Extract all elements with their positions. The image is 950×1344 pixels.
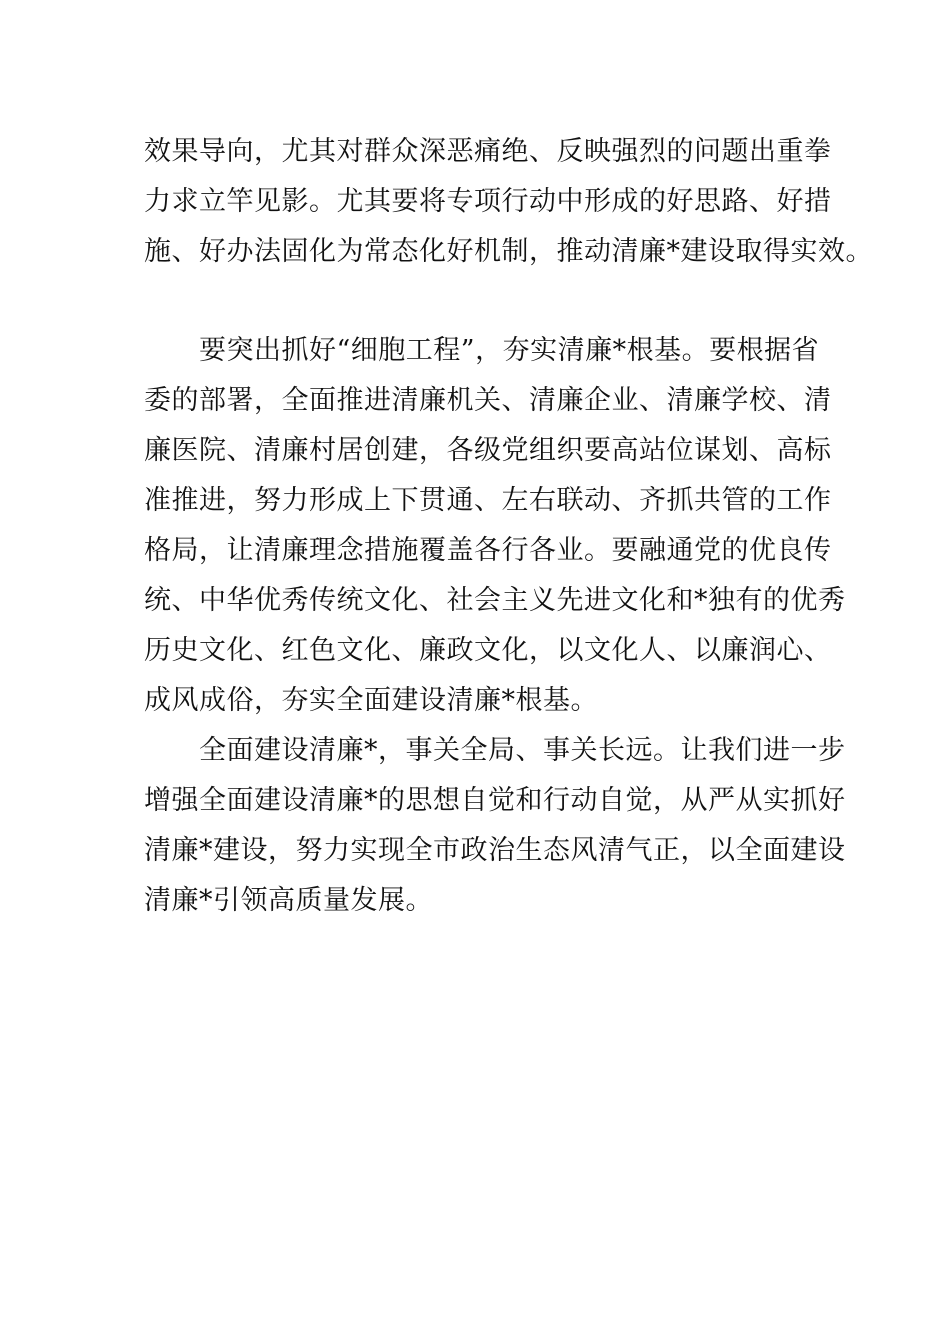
paragraph-2-line-8: 成风成俗，夯实全面建设清廉*根基。	[144, 685, 598, 716]
paragraph-3-line-1: 全面建设清廉*，事关全局、事关长远。让我们进一步	[144, 735, 846, 766]
paragraph-2-line-1: 要突出抓好“细胞工程”，夯实清廉*根基。要根据省	[144, 335, 820, 366]
paragraph-2-line-3: 廉医院、清廉村居创建，各级党组织要高站位谋划、高标	[144, 435, 832, 466]
paragraph-1-line-3: 施、好办法固化为常态化好机制，推动清廉*建设取得实效。	[144, 236, 873, 267]
paragraph-3-line-3: 清廉*建设，努力实现全市政治生态风清气正，以全面建设	[144, 835, 846, 866]
paragraph-2-line-4: 准推进，努力形成上下贯通、左右联动、齐抓共管的工作	[144, 485, 832, 516]
paragraph-2-line-2: 委的部署，全面推进清廉机关、清廉企业、清廉学校、清	[144, 385, 832, 416]
paragraph-3-line-2: 增强全面建设清廉*的思想自觉和行动自觉，从严从实抓好	[144, 785, 846, 816]
paragraph-3-line-4: 清廉*引领高质量发展。	[144, 885, 433, 916]
paragraph-1-line-2: 力求立竿见影。尤其要将专项行动中形成的好思路、好措	[144, 186, 832, 217]
paragraph-2-line-6: 统、中华优秀传统文化、社会主义先进文化和*独有的优秀	[144, 585, 846, 616]
paragraph-2-line-7: 历史文化、红色文化、廉政文化，以文化人、以廉润心、	[144, 635, 832, 666]
paragraph-1-line-1: 效果导向，尤其对群众深恶痛绝、反映强烈的问题出重拳	[144, 136, 832, 167]
paragraph-2-line-5: 格局，让清廉理念措施覆盖各行各业。要融通党的优良传	[144, 535, 832, 566]
